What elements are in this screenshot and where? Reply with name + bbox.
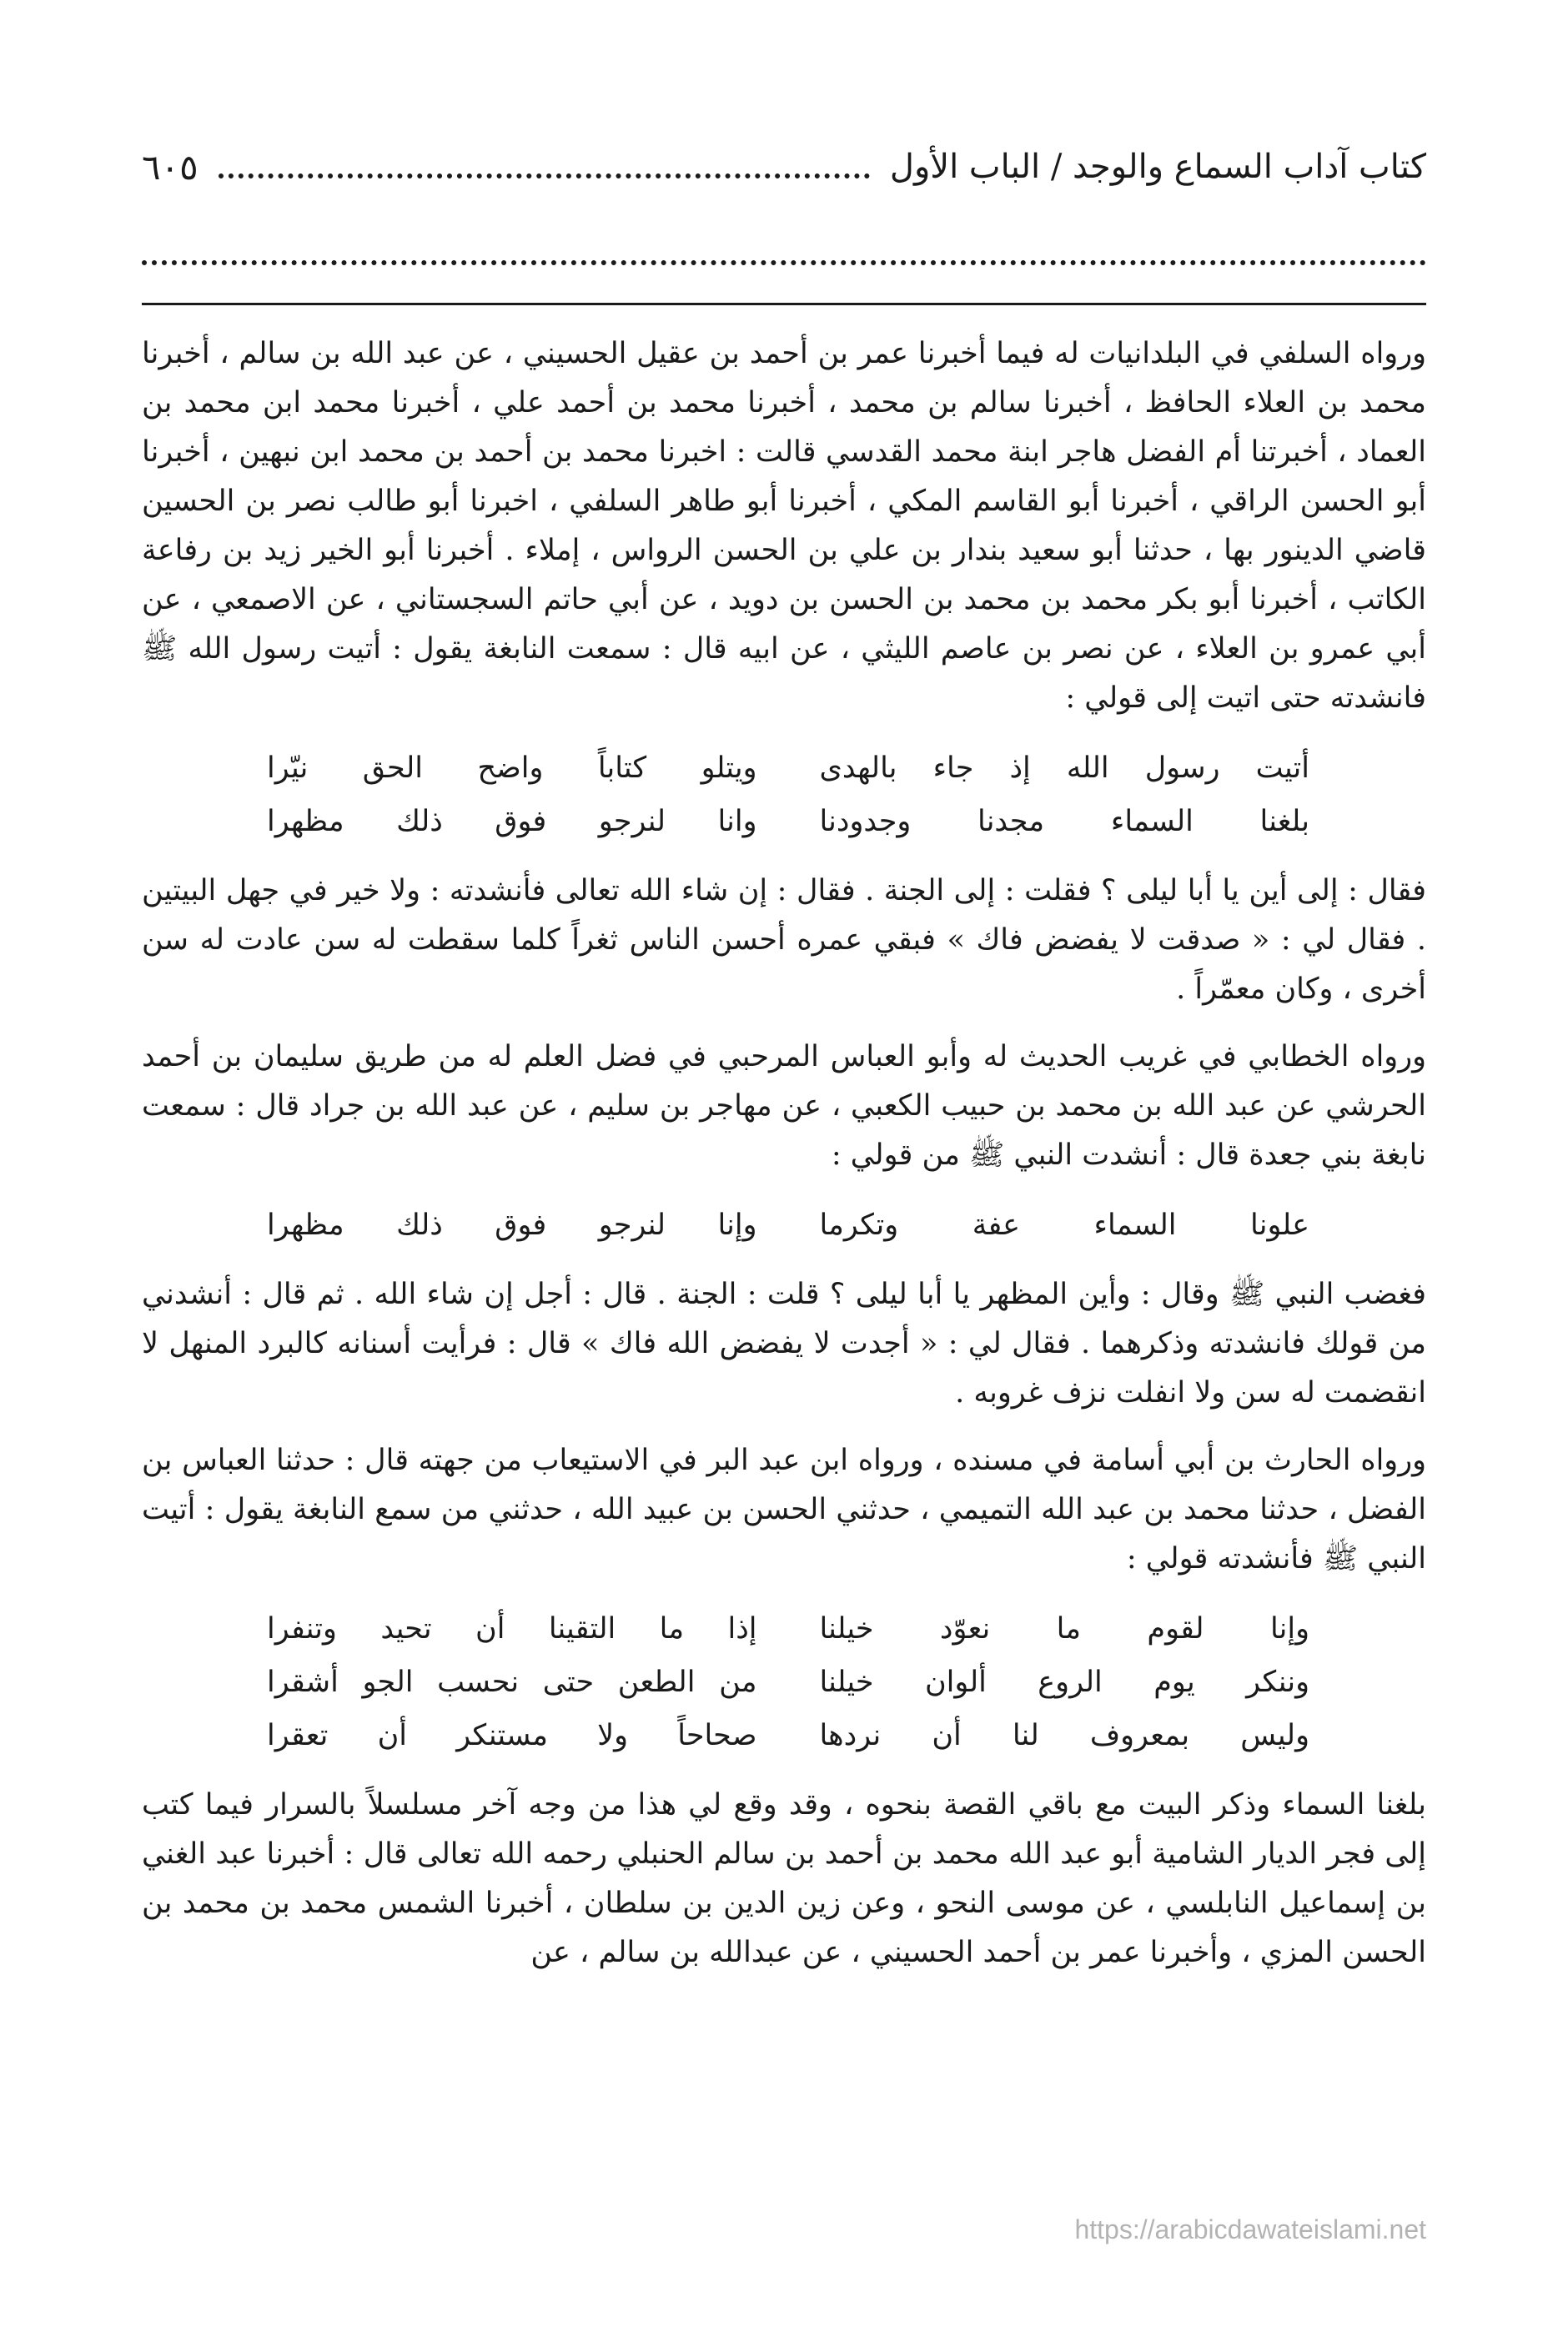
poem-3 [142,1602,1426,1762]
header-rule [142,303,1426,305]
verse [267,1602,1309,1656]
second-hemistich: من الطعن حتى نحسب الجو أشقرا [267,1666,757,1699]
paragraph-4: فغضب النبي ﷺ وقال : وأين المظهر يا أبا ليلى ؟ قلت : الجنة . قال : أجل إن شاء الله . ثم قال : أنشدني من قولك فانشدته وذكرهما . فقال لي : « أجدت لا يفضض الله فاك » قال : فرأيت أسنانه كالبرد المنهل لا انقضمت له سن ولا انفلت نزف غروبه . [142,1278,1426,1410]
first-hemistich: وإنا لقوم ما نعوّد خيلنا [819,1612,1309,1646]
verse [267,795,1309,848]
paragraph-2: فقال : إلى أين يا أبا ليلى ؟ فقلت : إلى الجنة . فقال : إن شاء الله تعالى فأنشدته : ولا خير في جهل البيتين . فقال لي : « صدقت لا يفضض فاك » فبقي عمره أحسن الناس ثغراً كلما سقطت له سن عادت له سن أخرى ، وكان معمّراً . [142,874,1426,1006]
second-hemistich: وإنا لنرجو فوق ذلك مظهرا [267,1209,757,1242]
first-hemistich: أتيت رسول الله إذ جاء بالهدى [819,751,1309,785]
first-hemistich: وليس بمعروف لنا أن نردها [819,1719,1309,1752]
dotted-divider [142,260,1426,265]
poem-2 [142,1199,1426,1252]
watermark-url: https://arabicdawateislami.net [1074,2214,1426,2244]
paragraph-6: بلغنا السماء وذكر البيت مع باقي القصة بنحوه ، وقد وقع لي هذا من وجه آخر مسلسلاً بالسرار فيما كتب إلى فجر الديار الشامية أبو عبد الله محمد بن أحمد بن سالم الحنبلي رحمه الله تعالى قال : أخبرنا عبد الغني بن إسماعيل النابلسي ، عن موسى النحو ، وعن زين الدين بن سلطان ، أخبرنا الشمس محمد بن محمد بن الحسن المزي ، وأخبرنا عمر بن أحمد الحسيني ، عن عبدالله بن سالم ، عن [142,1788,1426,1969]
second-hemistich: صحاحاً ولا مستنكر أن تعقرا [267,1719,757,1752]
verse [267,1709,1309,1762]
second-hemistich: إذا ما التقينا أن تحيد وتنفرا [267,1612,757,1646]
first-hemistich: بلغنا السماء مجدنا وجدودنا [819,805,1309,838]
first-hemistich: وننكر يوم الروع ألوان خيلنا [819,1666,1309,1699]
header-title: كتاب آداب السماع والوجد / الباب الأول [889,148,1426,186]
page-number: ٦٠٥ [142,146,199,188]
verse [267,1199,1309,1252]
running-header [142,138,1426,196]
paragraph-1: ورواه السلفي في البلدانيات له فيما أخبرنا عمر بن أحمد بن عقيل الحسيني ، عن عبد الله بن سالم ، أخبرنا محمد بن العلاء الحافظ ، أخبرنا سالم بن محمد ، أخبرنا محمد بن أحمد علي ، أخبرنا محمد ابن محمد بن العماد ، أخبرتنا أم الفضل هاجر ابنة محمد القدسي قالت : اخبرنا محمد بن أحمد بن محمد ابن نبهين ، أخبرنا أبو الحسن الراقي ، أخبرنا أبو القاسم المكي ، أخبرنا أبو طاهر السلفي ، اخبرنا أبو طالب نصر بن الحسين قاضي الدينور بها ، حدثنا أبو سعيد بندار بن علي بن الحسن الرواس ، إملاء . أخبرنا أبو الخير زيد بن رفاعة الكاتب ، أخبرنا أبو بكر محمد بن محمد بن الحسن بن دويد ، عن أبي حاتم السجستاني ، عن الاصمعي ، عن أبي عمرو بن العلاء ، عن نصر بن عاصم الليثي ، عن ابيه قال : سمعت النابغة يقول : أتيت رسول الله ﷺ فانشدته حتى اتيت إلى قولي : [142,337,1426,715]
second-hemistich: ويتلو كتاباً واضح الحق نيّرا [267,751,757,785]
main-text [142,329,1426,1996]
paragraph-3: ورواه الخطابي في غريب الحديث له وأبو العباس المرحبي في فضل العلم له من طريق سليمان بن أحمد الحرشي عن عبد الله بن محمد بن حبيب الكعبي ، عن مهاجر بن سليم ، عن عبد الله بن جراد قال : سمعت نابغة بني جعدة قال : أنشدت النبي ﷺ من قولي : [142,1040,1426,1172]
verse [267,1656,1309,1709]
poem-1 [142,741,1426,848]
second-hemistich: وانا لنرجو فوق ذلك مظهرا [267,805,757,838]
first-hemistich: علونا السماء عفة وتكرما [819,1209,1309,1242]
paragraph-5: ورواه الحارث بن أبي أسامة في مسنده ، ورواه ابن عبد البر في الاستيعاب من جهته قال : حدثنا العباس بن الفضل ، حدثنا محمد بن عبد الله التميمي ، حدثني الحسن بن عبيد الله ، حدثني من سمع النابغة يقول : أتيت النبي ﷺ فأنشدته قولي : [142,1444,1426,1576]
verse [267,741,1309,795]
header-dot-leader [219,173,870,178]
